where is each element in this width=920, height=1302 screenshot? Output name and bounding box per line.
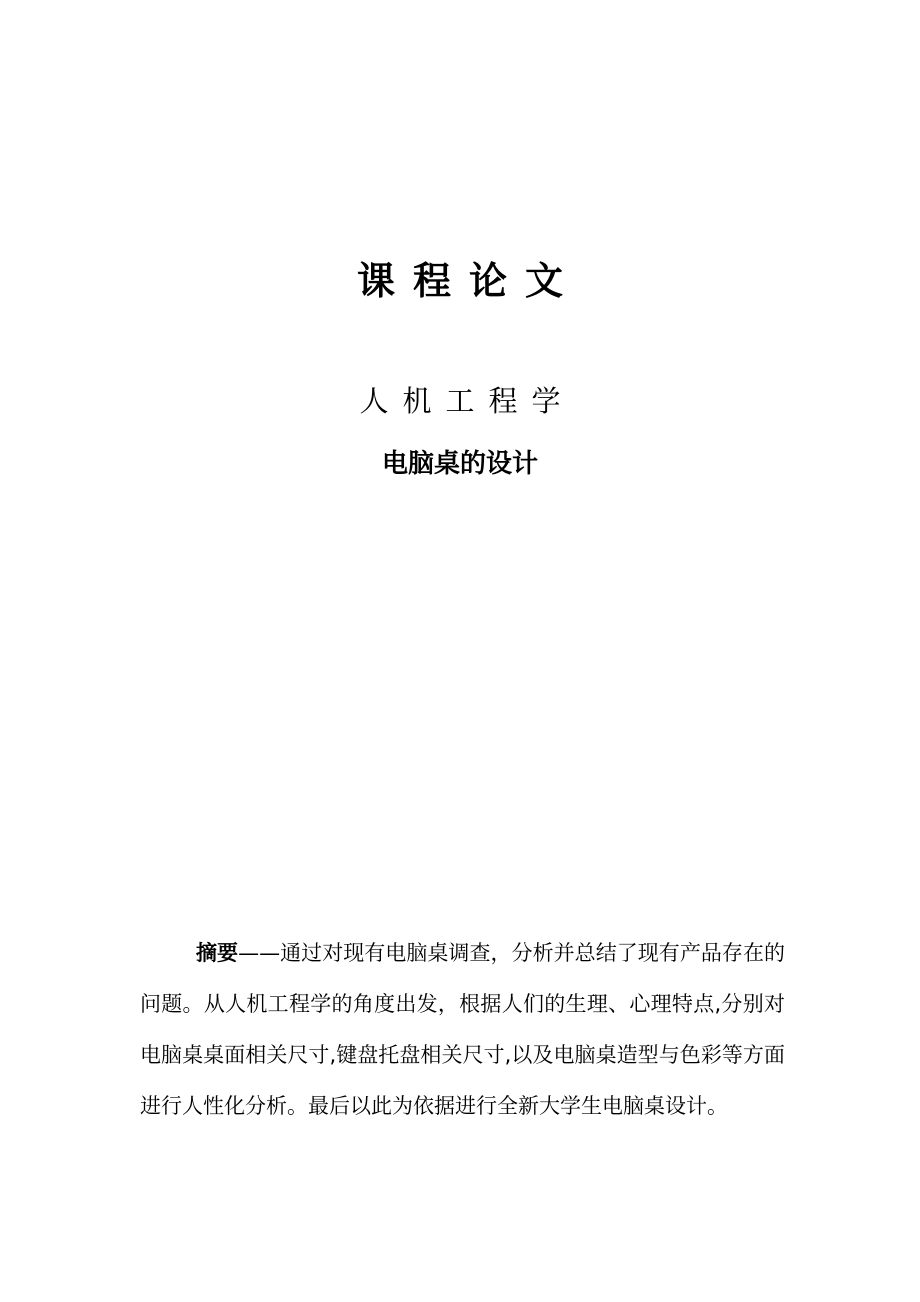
abstract-separator: —— [238, 941, 281, 965]
paper-title: 电脑桌的设计 [381, 449, 538, 479]
course-name: 人机工程学 [359, 384, 575, 418]
abstract-paragraph [140, 928, 785, 1132]
abstract-label: 摘要 [196, 941, 239, 965]
document-type-heading: 课程论文 [356, 259, 581, 303]
abstract-text: 通过对现有电脑桌调查，分析并总结了现有产品存在的问题。从人机工程学的角度出发，根据人们的生理、心理特点,分别对电脑桌桌面相关尺寸,键盘托盘相关尺寸,以及电脑桌造型与色彩等方面进行人性化分析。最后以此为依据进行全新大学生电脑桌设计。 [140, 941, 785, 1118]
